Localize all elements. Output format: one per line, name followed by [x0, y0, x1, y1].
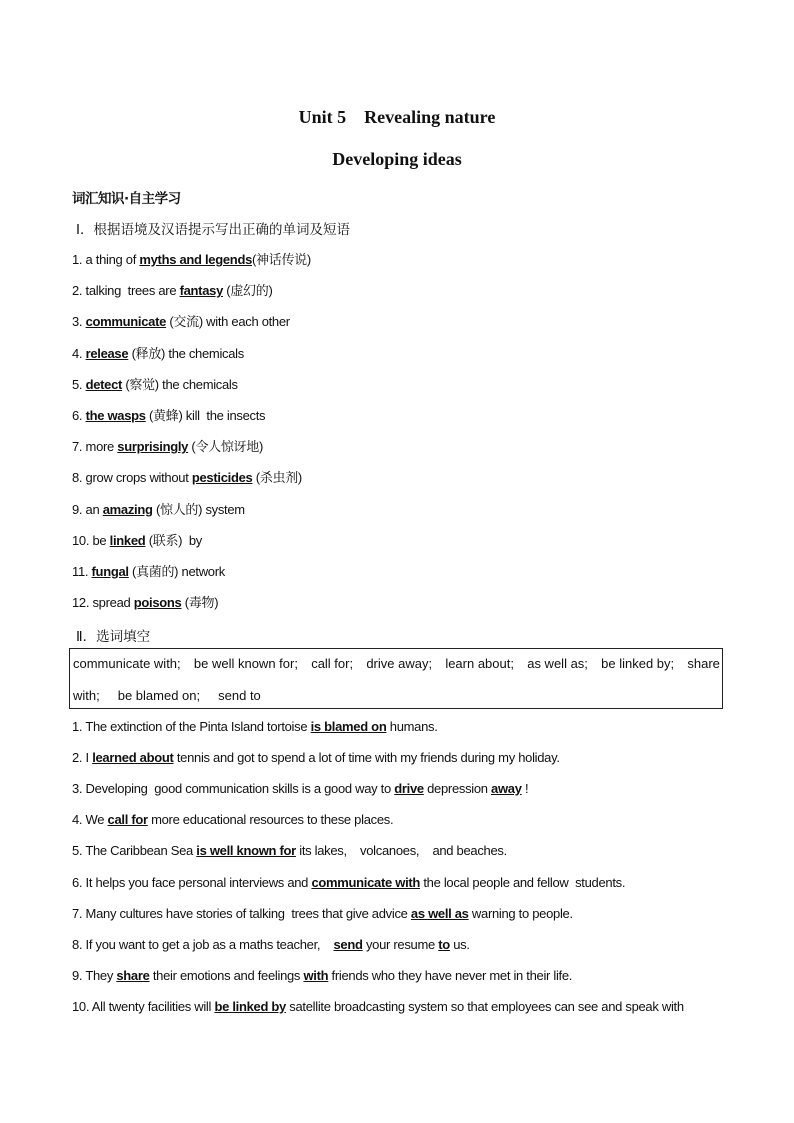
sentence-text: their emotions and feelings	[149, 967, 304, 983]
vocab-item	[72, 467, 302, 486]
sentence-text: your resume	[362, 936, 439, 952]
item-text: (察觉) the chemicals	[122, 376, 238, 392]
sentence-item	[72, 999, 684, 1014]
answer-text: myths and legends	[139, 252, 253, 267]
part-one-label: Ⅰ．根据语境及汉语提示写出正确的单词及短语	[76, 222, 350, 238]
answer-text: send	[333, 936, 363, 952]
item-text: 9. an	[72, 501, 103, 517]
word-bank-entry: send to	[218, 688, 261, 703]
part-two-label: Ⅱ．选词填空	[76, 629, 151, 645]
answer-text: amazing	[102, 501, 153, 517]
item-text: (毒物)	[181, 595, 219, 611]
answer-text: is well known for	[196, 843, 296, 859]
item-text: 8. grow crops without	[72, 470, 192, 486]
answer-text: as well as	[410, 905, 469, 921]
sentence-item	[72, 875, 625, 890]
word-bank-box	[69, 648, 723, 709]
sentence-text: humans.	[386, 719, 438, 734]
word-bank-row	[73, 688, 261, 703]
sentence-text: 7. Many cultures have stories of talking trees that give advice	[72, 905, 411, 921]
item-text: (交流) with each other	[166, 314, 290, 330]
sentence-text: 4. We	[72, 812, 108, 828]
answer-text: pesticides	[191, 470, 253, 486]
sentence-text: 9. They	[72, 967, 117, 983]
item-text: (虚幻的)	[223, 283, 273, 299]
sentence-text: us.	[449, 936, 470, 952]
sentence-text: tennis and got to spend a lot of time with my friends during my holiday.	[173, 750, 560, 766]
sentence-item	[72, 968, 572, 983]
sentence-item	[72, 719, 438, 734]
vocab-item	[72, 436, 263, 455]
answer-text: release	[85, 345, 129, 361]
item-text: (令人惊讶地)	[188, 439, 263, 455]
answer-text: poisons	[133, 595, 182, 611]
sentence-text: !	[521, 781, 529, 797]
answer-text: learned about	[92, 750, 174, 766]
sentence-item	[72, 937, 470, 952]
sentence-text: 10. All twenty facilities will	[72, 998, 215, 1014]
answer-text: with	[303, 967, 329, 983]
section-heading: 词汇知识·自主学习	[72, 191, 181, 207]
answer-text: away	[491, 781, 522, 797]
item-text: (释放) the chemicals	[128, 345, 244, 361]
sentence-text: satellite broadcasting system so that employees can see and speak with	[285, 998, 684, 1014]
word-bank-entry: be blamed on;	[117, 688, 201, 703]
item-text: (黄蜂) kill the insects	[145, 408, 266, 423]
word-bank-entry: be linked by;	[601, 656, 675, 671]
answer-text: the wasps	[85, 408, 146, 423]
sentence-text: 2. I	[72, 750, 93, 766]
word-bank-entry: communicate with;	[73, 656, 181, 671]
sentence-text: 1. The extinction of the Pinta Island tortoise	[72, 719, 311, 734]
sentence-text: its lakes, volcanoes, and beaches.	[295, 843, 507, 859]
item-text: 5.	[72, 376, 86, 392]
answer-text: fungal	[91, 564, 129, 579]
answer-text: drive	[394, 781, 424, 797]
answer-text: linked	[109, 532, 146, 548]
item-text: 1. a thing of	[72, 252, 140, 267]
item-text: (惊人的) system	[152, 501, 245, 517]
vocab-item	[72, 561, 225, 580]
answer-text: communicate	[85, 314, 167, 330]
word-bank-entry: learn about;	[445, 656, 514, 671]
item-text: (神话传说)	[252, 252, 311, 267]
answer-text: detect	[85, 376, 123, 392]
word-bank-row	[73, 656, 720, 671]
item-text: (联系) by	[145, 532, 202, 548]
vocab-item	[72, 499, 245, 518]
word-bank-entry: with;	[73, 688, 100, 703]
vocab-item	[72, 530, 202, 549]
sentence-item	[72, 781, 528, 796]
sentence-text: warning to people.	[468, 905, 573, 921]
item-text: 11.	[72, 564, 92, 579]
sentence-text: more educational resources to these places.	[147, 812, 394, 828]
sentence-item	[72, 906, 573, 921]
answer-text: surprisingly	[117, 439, 189, 455]
answer-text: fantasy	[179, 283, 223, 299]
vocab-item	[72, 343, 244, 362]
answer-text: be linked by	[214, 998, 286, 1014]
word-bank-entry: call for;	[311, 656, 354, 671]
vocab-item	[72, 405, 265, 424]
item-text: 4.	[72, 345, 86, 361]
item-text: 10. be	[72, 532, 110, 548]
item-text: (杀虫剂)	[252, 470, 302, 486]
word-bank-entry: as well as;	[527, 656, 588, 671]
word-bank-entry: be well known for;	[193, 656, 298, 671]
vocab-item	[72, 374, 238, 393]
vocab-item	[72, 249, 311, 268]
sentence-item	[72, 812, 393, 827]
vocab-item	[72, 311, 290, 330]
sentence-text: the local people and fellow students.	[420, 874, 626, 890]
answer-text: to	[438, 936, 450, 952]
vocab-item	[72, 592, 218, 611]
sentence-text: 3. Developing good communication skills is a good way to	[72, 781, 395, 797]
sentence-item	[72, 843, 507, 858]
word-bank-entry: drive away;	[366, 656, 433, 671]
item-text: 3.	[72, 314, 86, 330]
sentence-text: 6. It helps you face personal interviews and	[72, 874, 312, 890]
item-text: (真菌的) network	[128, 564, 225, 579]
answer-text: communicate with	[311, 874, 421, 890]
item-text: 7. more	[72, 439, 118, 455]
answer-text: call for	[107, 812, 148, 828]
vocab-item	[72, 280, 272, 299]
sentence-text: friends who they have never met in their life.	[328, 967, 573, 983]
answer-text: is blamed on	[310, 719, 387, 734]
answer-text: share	[116, 967, 150, 983]
word-bank-entry: share	[687, 656, 720, 671]
lesson-subtitle: Developing ideas	[332, 149, 462, 169]
sentence-text: 8. If you want to get a job as a maths teacher,	[72, 936, 334, 952]
unit-title: Unit 5 Revealing nature	[298, 107, 496, 127]
sentence-text: 5. The Caribbean Sea	[72, 843, 197, 859]
item-text: 2. talking trees are	[72, 283, 180, 299]
sentence-item	[72, 750, 560, 765]
sentence-text: depression	[423, 781, 492, 797]
item-text: 6.	[72, 408, 86, 423]
item-text: 12. spread	[72, 595, 134, 611]
